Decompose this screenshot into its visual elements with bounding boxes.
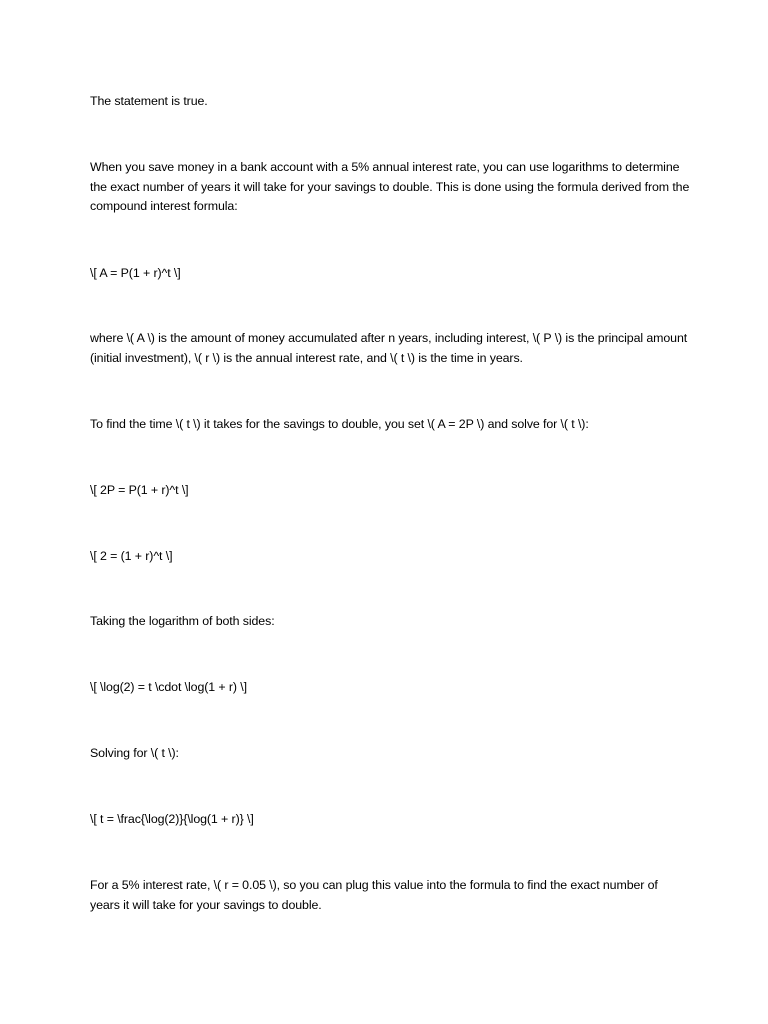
doubling-equation: \[ 2P = P(1 + r)^t \] <box>90 483 189 497</box>
intro-paragraph: When you save money in a bank account with a 5% annual interest rate, you can use logarithms to determine the exact number of years it will take for your savings to double. This is done using the formula derived from the compound interest formula: <box>90 160 690 213</box>
solution-equation: \[ t = \frac{\log(2)}{\log(1 + r)} \] <box>90 812 254 826</box>
solving-paragraph: Solving for \( t \): <box>90 746 179 760</box>
variables-paragraph: where \( A \) is the amount of money accumulated after n years, including interest, \( P \) is the principal amount (initial investment), \( r \) is the annual interest rate, and \( t \) is the time in years. <box>90 331 688 365</box>
conclusion-paragraph: For a 5% interest rate, \( r = 0.05 \), so you can plug this value into the formula to find the exact number of years it will take for your savings to double. <box>90 878 658 912</box>
logarithm-equation: \[ \log(2) = t \cdot \log(1 + r) \] <box>90 680 247 694</box>
simplified-equation: \[ 2 = (1 + r)^t \] <box>90 549 173 563</box>
doubling-paragraph: To find the time \( t \) it takes for the savings to double, you set \( A = 2P \) and solve for \( t \): <box>90 417 589 431</box>
statement-paragraph: The statement is true. <box>90 94 208 108</box>
compound-interest-formula: \[ A = P(1 + r)^t \] <box>90 266 181 280</box>
logarithm-paragraph: Taking the logarithm of both sides: <box>90 614 275 628</box>
